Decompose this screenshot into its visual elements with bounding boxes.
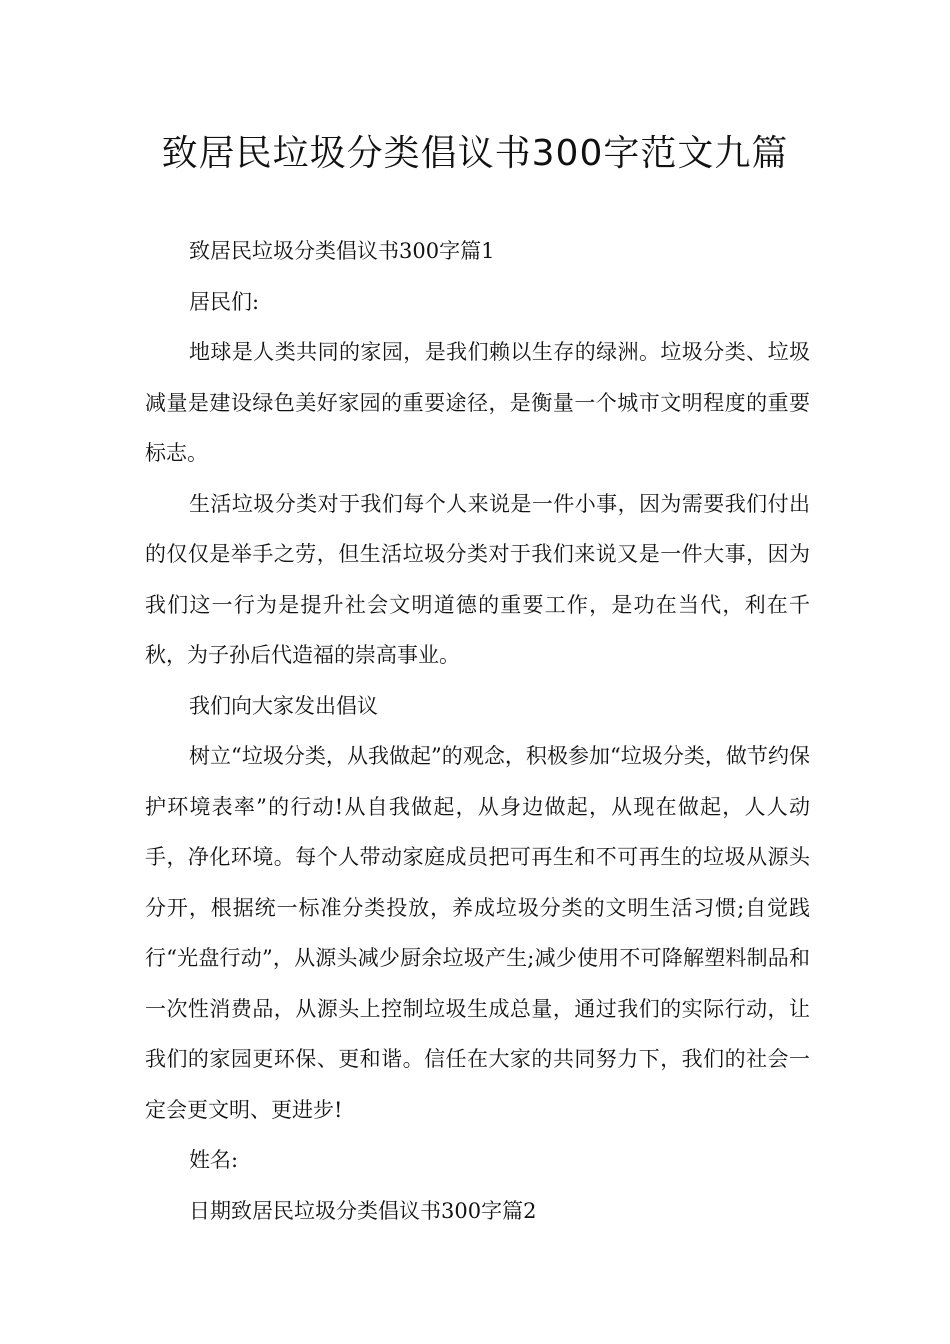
paragraph-significance: 生活垃圾分类对于我们每个人来说是一件小事，因为需要我们付出的仅仅是举手之劳，但生活垃圾分类对于我们来说又是一件大事，因为我们这一行为是提升社会文明道德的重要工作，是功在当代，利在千秋，为子孙后代造福的崇高事业。 bbox=[145, 491, 810, 667]
document-body bbox=[145, 226, 810, 1236]
section-heading-1: 致居民垃圾分类倡议书300字篇1 bbox=[189, 239, 495, 263]
paragraph-proposal: 树立“垃圾分类，从我做起”的观念，积极参加“垃圾分类，做节约保护环境表率”的行动!从自我做起，从身边做起，从现在做起，人人动手，净化环境。每个人带动家庭成员把可再生和不可再生的垃圾从源头分开，根据统一标准分类投放，养成垃圾分类的文明生活习惯;自觉践行“光盘行动”，从源头减少厨余垃圾产生;减少使用不可降解塑料制品和一次性消费品，从源头上控制垃圾生成总量，通过我们的实际行动，让我们的家园更环保、更和谐。信任在大家的共同努力下，我们的社会一定会更文明、更进步! bbox=[145, 744, 810, 1122]
signature-name: 姓名: bbox=[189, 1148, 239, 1172]
document-title: 致居民垃圾分类倡议书300字范文九篇 bbox=[161, 133, 789, 174]
salutation: 居民们: bbox=[189, 289, 260, 314]
proposal-heading: 我们向大家发出倡议 bbox=[189, 693, 378, 718]
date-and-section-heading-2: 日期致居民垃圾分类倡议书300字篇2 bbox=[189, 1198, 537, 1223]
paragraph-intro: 地球是人类共同的家园，是我们赖以生存的绿洲。垃圾分类、垃圾减量是建设绿色美好家园的重要途径，是衡量一个城市文明程度的重要标志。 bbox=[145, 340, 810, 465]
